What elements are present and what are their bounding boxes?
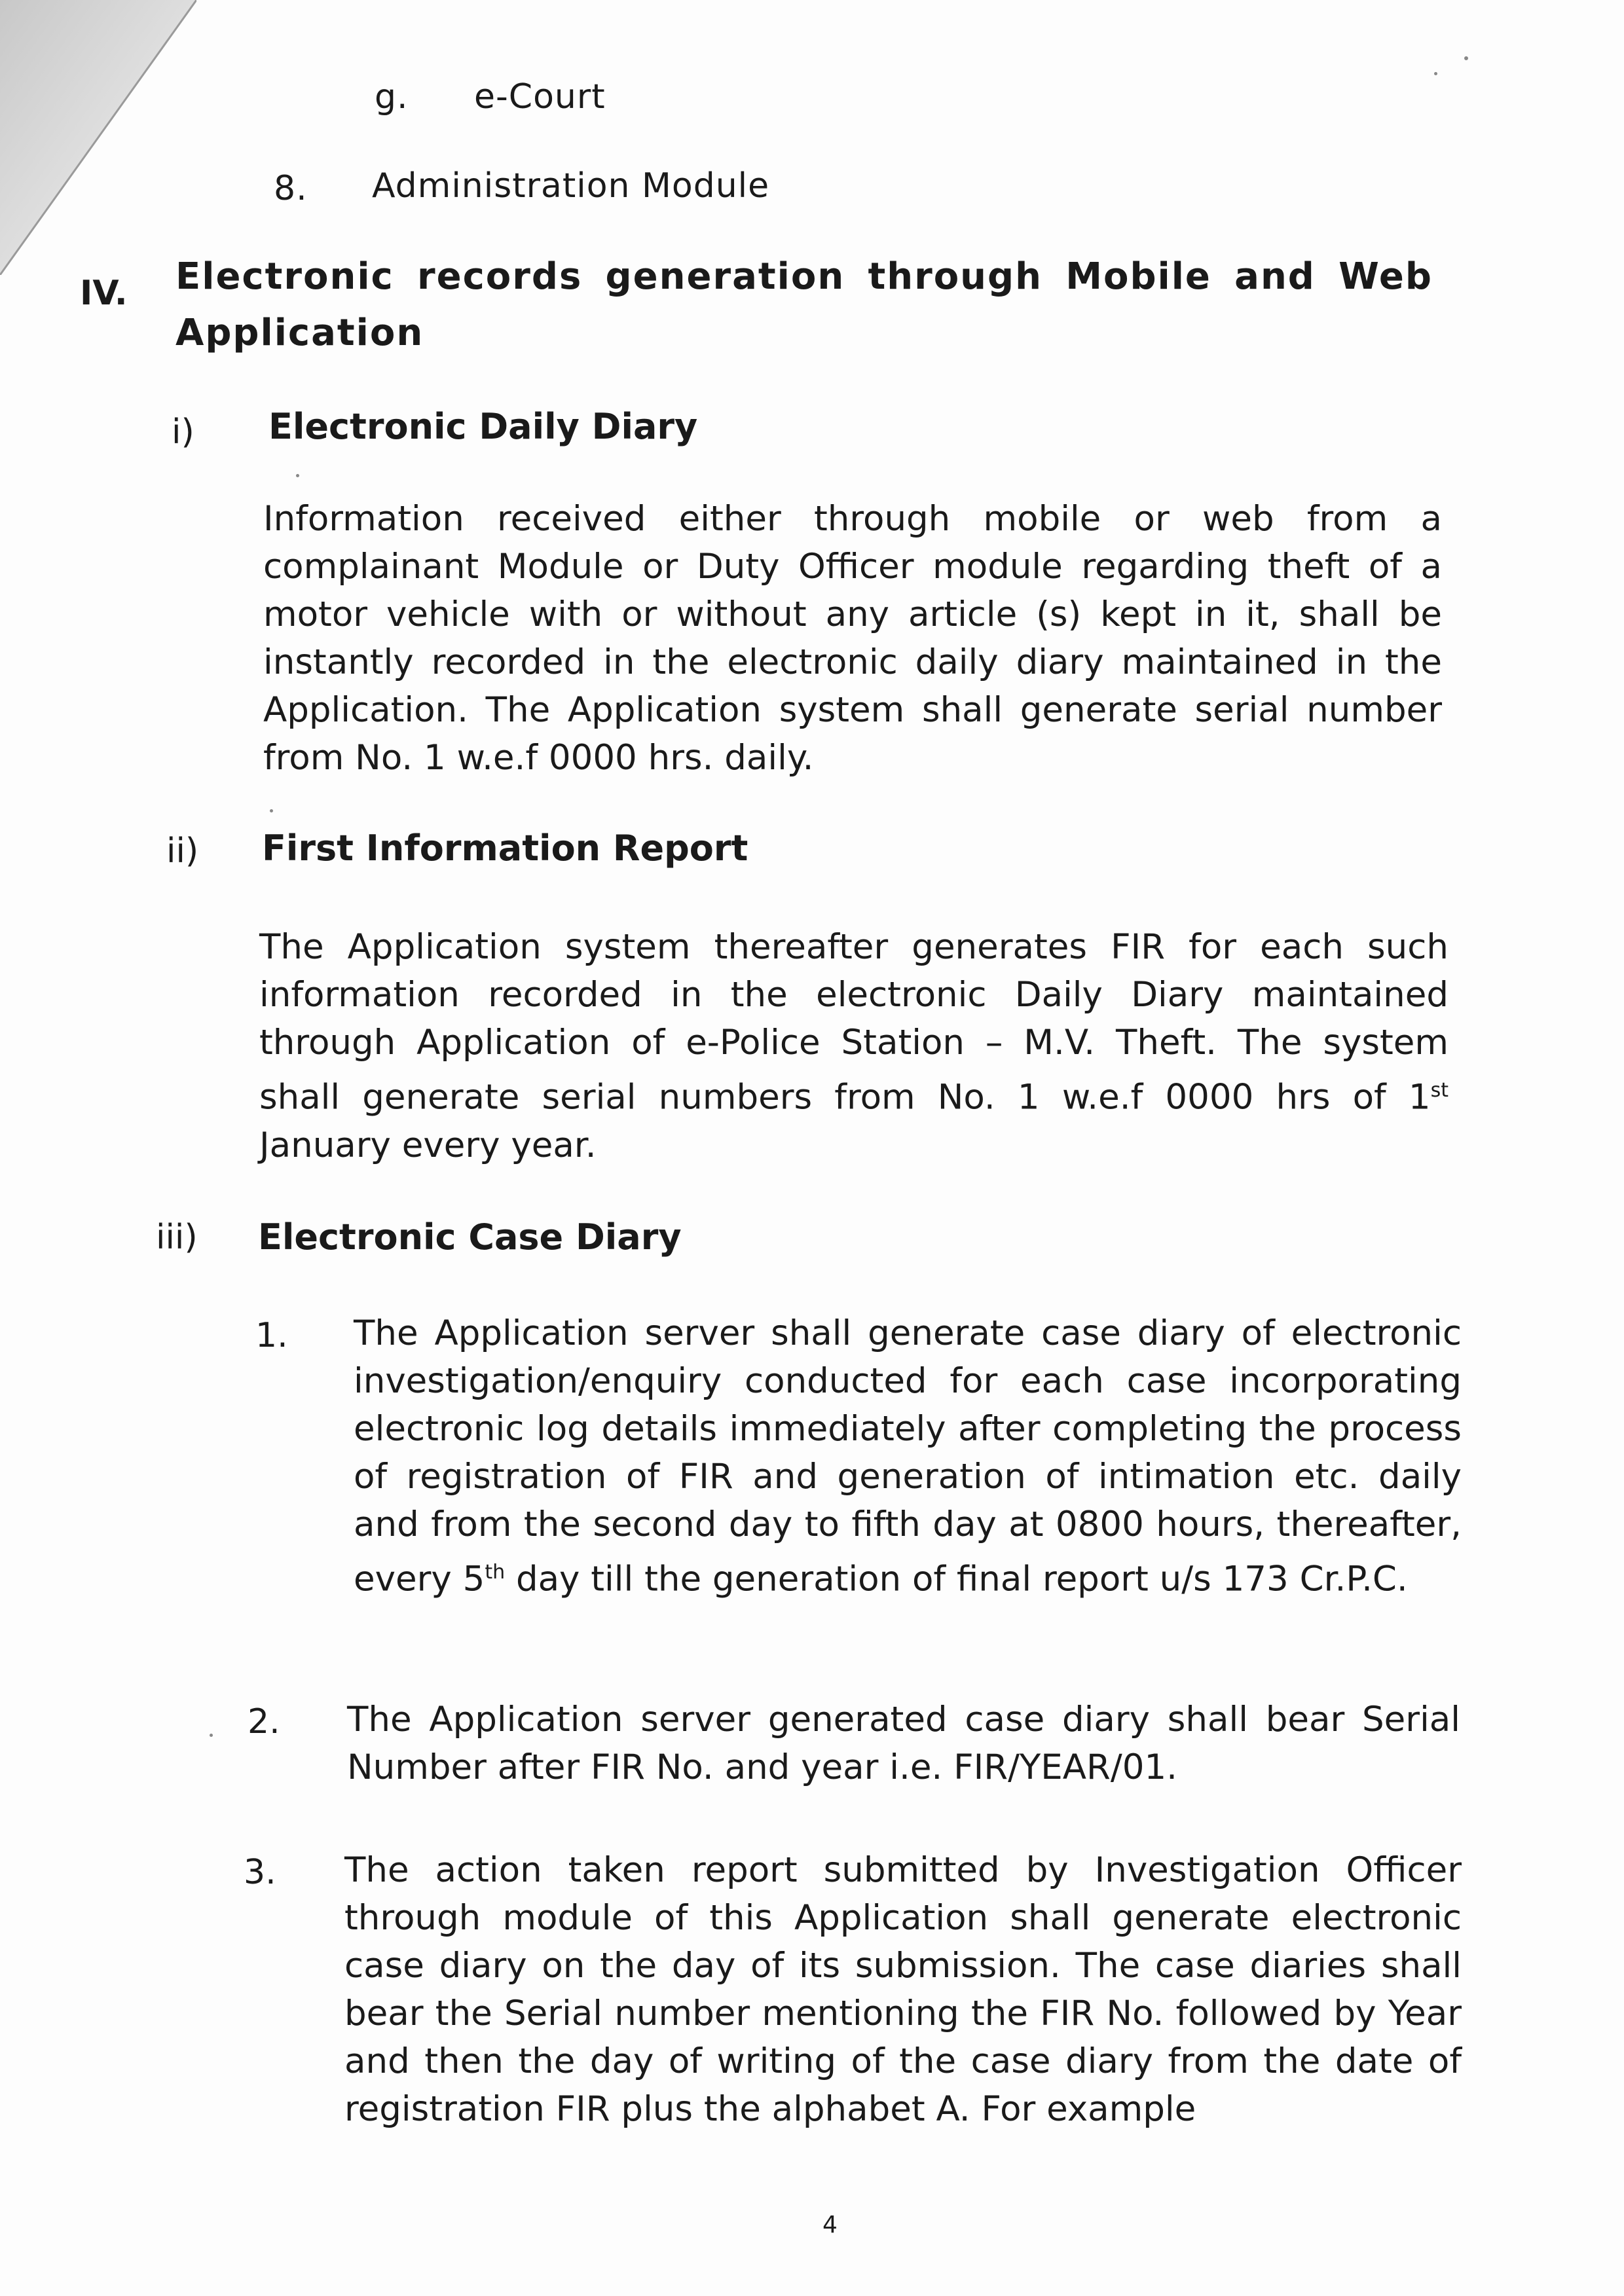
superscript-st: st <box>1430 1079 1449 1102</box>
scan-speck <box>296 474 299 477</box>
subsection-title-fir: First Information Report <box>262 828 748 869</box>
subsection-marker-ii: ii) <box>166 831 199 871</box>
section-marker-iv: IV. <box>80 274 128 313</box>
superscript-th: th <box>485 1561 506 1584</box>
section-title-line2: Application <box>175 312 424 354</box>
list-item-e-court: e-Court <box>474 77 606 117</box>
section-title-line1: Electronic records generation through Mobile and Web <box>175 255 1433 298</box>
paragraph-fir-text: The Application system thereafter generates FIR for each such information recorded in the electronic Daily Diary maintained through Application of e-Police Station – M.V. Theft. The system shall generate serial numbers from No. 1 w.e.f 0000 hrs of 1 <box>259 927 1449 1118</box>
list-item-marker-g: g. <box>375 77 409 117</box>
case-diary-item-3: The action taken report submitted by Investigation Officer through module of this Application shall generate electronic case diary on the day of its submission. The case diaries shall bear the Serial number mentioning the FIR No. followed by Year and then the day of writing of the case diary from the date of registration FIR plus the alphabet A. For example <box>344 1850 1462 2129</box>
subsection-title-case-diary: Electronic Case Diary <box>258 1216 682 1258</box>
case-diary-item-marker-2: 2. <box>248 1702 280 1741</box>
subsection-marker-i: i) <box>172 412 194 452</box>
case-diary-item-1-text-end: day till the generation of final report u/s 173 Cr.P.C. <box>505 1559 1408 1599</box>
paragraph-fir <box>259 923 1449 1169</box>
case-diary-item-marker-3: 3. <box>244 1853 276 1892</box>
list-item-marker-8: 8. <box>274 169 308 208</box>
subsection-title-daily-diary: Electronic Daily Diary <box>268 406 698 447</box>
scan-corner-shadow <box>0 0 196 275</box>
paragraph-daily-diary: Information received either through mobile or web from a complainant Module or Duty Officer module regarding theft of a motor vehicle with or without any article (s) kept in it, shall be instantly recorded in the electronic daily diary maintained in the Application. The Application system shall generate serial number from No. 1 w.e.f 0000 hrs. daily. <box>263 499 1442 778</box>
page-number: 4 <box>822 2212 838 2238</box>
list-item-administration-module: Administration Module <box>372 166 770 206</box>
scan-speck <box>1434 72 1437 75</box>
paragraph-fir-text-end: January every year. <box>259 1125 597 1165</box>
subsection-marker-iii: iii) <box>156 1218 198 1257</box>
scan-speck <box>270 809 273 812</box>
scan-speck <box>1464 56 1468 60</box>
case-diary-item-1-text: The Application server shall generate case diary of electronic investigation/enquiry conducted for each case incorporating electronic log details immediately after completing the process of registration of FIR and generation of intimation etc. daily and from the second day to fifth day at 0800 hours, thereafter, every 5 <box>354 1313 1462 1599</box>
case-diary-item-marker-1: 1. <box>255 1316 288 1355</box>
case-diary-item-1 <box>354 1309 1462 1603</box>
scan-speck <box>210 1734 213 1737</box>
case-diary-item-2: The Application server generated case diary shall bear Serial Number after FIR No. and year i.e. FIR/YEAR/01. <box>347 1700 1460 1787</box>
